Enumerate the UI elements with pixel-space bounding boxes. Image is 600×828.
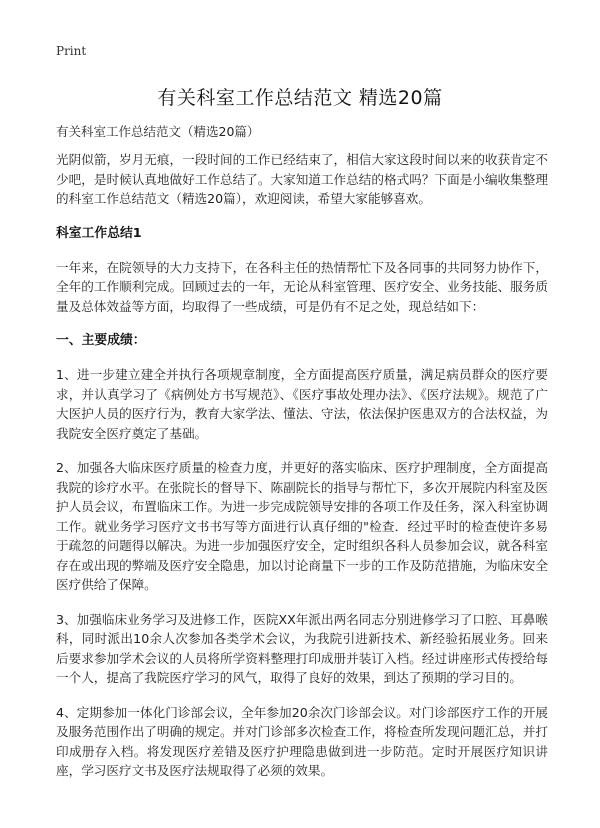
print-link[interactable]: Print (56, 44, 87, 58)
subsection-heading: 一、主要成绩： (56, 333, 146, 348)
document-body (56, 150, 548, 796)
list-item: 2、加强各大临床医疗质量的检查力度，并更好的落实临床、医疗护理制度，全方面提高我院的诊疗水平。在张院长的督导下、陈副院长的指导与帮忙下，多次开展院内科室及医护人员会议，布置临床工作。为进一步完成院领导安排的各项工作及任务，深入科室协调工作。就业务学习医疗文书书写等方面进行认真仔细的"检查．经过平时的检查使许多易于疏忽的问题得以解决。为进一步加强医疗安全，定时组织各科人员参加会议，就各科室存在或出现的弊端及医疗安全隐患，加以讨论商量下一步的工作及防范措施，为临床安全医疗供给了保障。 (56, 460, 548, 592)
section-heading: 科室工作总结1 (56, 225, 142, 241)
intro-paragraph: 光阴似箭，岁月无痕，一段时间的工作已经结束了，相信大家这段时间以来的收获肯定不少吧，是时候认真地做好工作总结了。大家知道工作总结的格式吗？下面是小编收集整理的科室工作总结范文（精选20篇），欢迎阅读，希望大家能够喜欢。 (56, 152, 548, 206)
list-item: 1、进一步建立建全并执行各项规章制度，全方面提高医疗质量，满足病员群众的医疗要求，并认真学习了《病例处方书写规范》、《医疗事故处理办法》、《医疗法规》。规范了广大医护人员的医疗行为，教育大家学法、懂法、守法，依法保护医患双方的合法权益，为我院安全医疗奠定了基础。 (56, 367, 548, 441)
page-title: 有关科室工作总结范文 精选20篇 (157, 87, 443, 109)
opening-paragraph: 一年来，在院领导的大力支持下，在各科主任的热情帮忙下及各同事的共同努力协作下，全年的工作顺利完成。回顾过去的一年，无论从科室管理、医疗安全、业务技能、服务质量及总体效益等方面，均取得了一些成绩，可是仍有不足之处，现总结如下： (56, 259, 548, 314)
list-item: 3、加强临床业务学习及进修工作，医院XX年派出两名同志分别进修学习了口腔、耳鼻喉科，同时派出10余人次参加各类学术会议，为我院引进新技术、新经验拓展业务。回来后要求参加学术会议的人员将所学资料整理打印成册并装订入档。经过讲座形式传授给每一个人，提高了我院医疗学习的风气，取得了良好的效果，到达了预期的学习目的。 (56, 611, 548, 685)
document-subtitle: 有关科室工作总结范文（精选20篇） (56, 124, 260, 139)
list-item: 4、定期参加一体化门诊部会议，全年参加20余次门诊部会议。对门诊部医疗工作的开展及服务范围作出了明确的规定。并对门诊部多次检查工作，将检查所发现问题汇总，并打印成册存入档。将发现医疗差错及医疗护理隐患做到进一步防范。定时开展医疗知识讲座，学习医疗文书及医疗法规取得了必须的效果。 (56, 704, 548, 778)
